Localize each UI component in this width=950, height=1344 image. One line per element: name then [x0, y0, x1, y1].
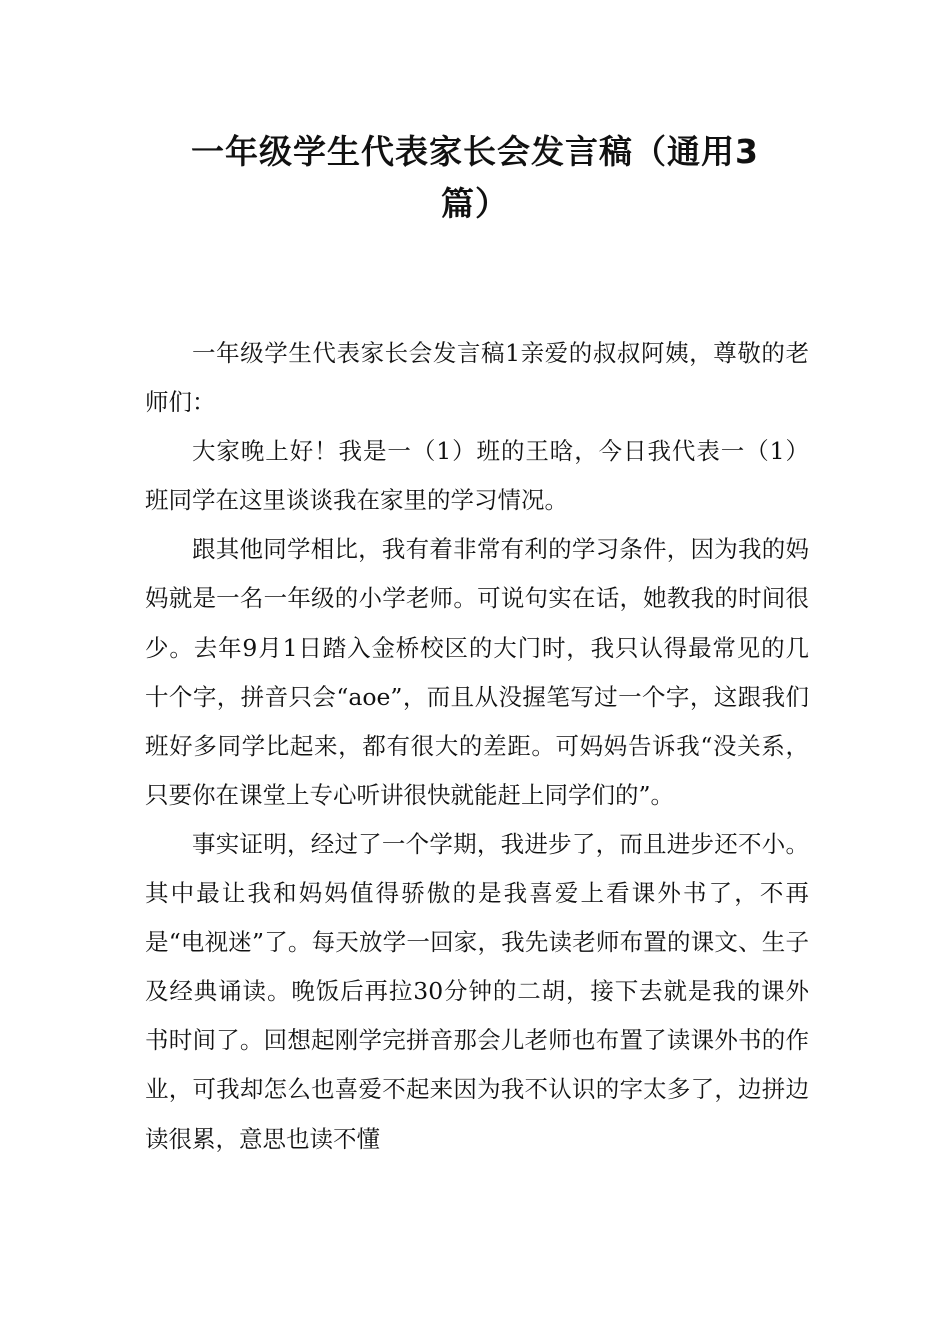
title-line-1: 一年级学生代表家长会发言稿（通用3 [191, 132, 759, 171]
document-body [145, 329, 809, 1164]
document-title [150, 126, 800, 230]
paragraph-greeting: 一年级学生代表家长会发言稿1亲爱的叔叔阿姨，尊敬的老师们： [145, 339, 809, 417]
paragraph-progress: 事实证明，经过了一个学期，我进步了，而且进步还不小。其中最让我和妈妈值得骄傲的是我喜爱上看课外书了，不再是“电视迷”了。每天放学一回家，我先读老师布置的课文、生子及经典诵读。晚饭后再拉30分钟的二胡，接下去就是我的课外书时间了。回想起刚学完拼音那会儿老师也布置了读课外书的作业，可我却怎么也喜爱不起来因为我不认识的字太多了，边拼边读很累，意思也读不懂 [145, 829, 809, 1153]
title-line-2: 篇） [441, 184, 509, 223]
paragraph-introduction: 大家晚上好！我是一（1）班的王晗，今日我代表一（1）班同学在这里谈谈我在家里的学习情况。 [145, 437, 809, 515]
paragraph-learning-conditions: 跟其他同学相比，我有着非常有利的学习条件，因为我的妈妈就是一名一年级的小学老师。可说句实在话，她教我的时间很少。去年9月1日踏入金桥校区的大门时，我只认得最常见的几十个字，拼音只会“aoe”，而且从没握笔写过一个字，这跟我们班好多同学比起来，都有很大的差距。可妈妈告诉我“没关系，只要你在课堂上专心听讲很快就能赶上同学们的”。 [145, 535, 809, 809]
